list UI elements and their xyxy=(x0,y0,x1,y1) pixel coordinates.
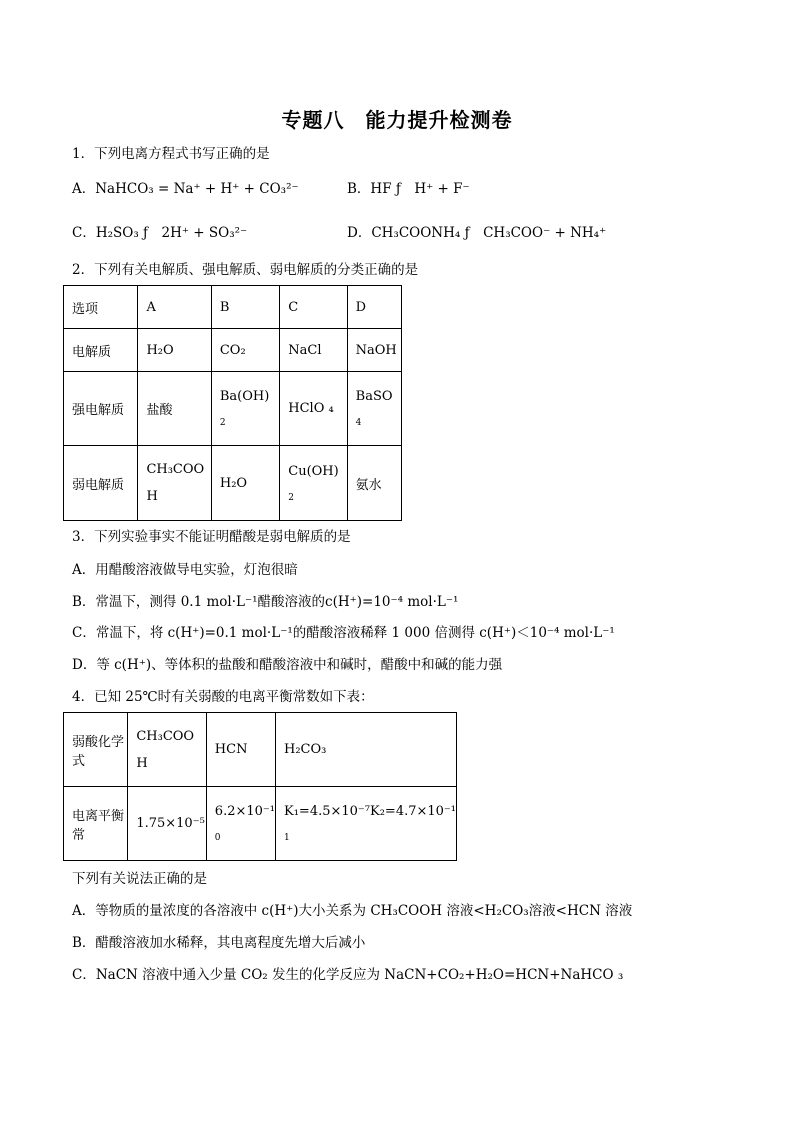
table-cell xyxy=(138,446,211,521)
q1-option-d: D．CH₃COONH₄ ƒ CH₃COO⁻ + NH₄⁺ xyxy=(347,225,607,241)
table-cell: NaCl xyxy=(280,329,347,372)
table-cell xyxy=(276,787,457,861)
q3-option-c: C．常温下，将 c(H⁺)=0.1 mol·L⁻¹的醋酸溶液稀释 1 000 倍测得 c(H⁺)＜10⁻⁴ mol·L⁻¹ xyxy=(72,625,615,641)
table-cell: 氨水 xyxy=(347,446,401,521)
table-cell: H₂CO₃ xyxy=(276,713,457,787)
table-row xyxy=(64,713,457,787)
table-cell: A xyxy=(138,286,211,329)
table-cell: 弱酸化学式 xyxy=(64,713,128,787)
q4-option-c: C．NaCN 溶液中通入少量 CO₂ 发生的化学反应为 NaCN+CO₂+H₂O=HCN+NaHCO ₃ xyxy=(72,967,624,983)
q2-stem: 2．下列有关电解质、强电解质、弱电解质的分类正确的是 xyxy=(72,262,419,278)
q4-option-b: B．醋酸溶液加水稀释，其电离程度先增大后减小 xyxy=(72,935,366,951)
table-cell: H₂O xyxy=(138,329,211,372)
table-row xyxy=(64,372,402,446)
q4-after-text: 下列有关说法正确的是 xyxy=(72,871,207,887)
table-cell: D xyxy=(347,286,401,329)
table-cell: HCN xyxy=(206,713,275,787)
q4-option-a: A．等物质的量浓度的各溶液中 c(H⁺)大小关系为 CH₃COOH 溶液<H₂CO₃溶液<HCN 溶液 xyxy=(72,903,633,919)
q3-option-b: B．常温下，测得 0.1 mol·L⁻¹醋酸溶液的c(H⁺)=10⁻⁴ mol·L⁻¹ xyxy=(72,594,459,610)
q1-stem: 1．下列电离方程式书写正确的是 xyxy=(72,146,270,162)
cell-text: Ba(OH) xyxy=(219,389,270,404)
cell-text: CH₃COO xyxy=(146,462,205,477)
table-row xyxy=(64,446,402,521)
q3-option-a: A．用醋酸溶液做导电实验，灯泡很暗 xyxy=(72,562,298,578)
q3-option-d: D．等 c(H⁺)、等体积的盐酸和醋酸溶液中和碱时，醋酸中和碱的能力强 xyxy=(72,657,503,673)
cell-text: 6.2×10⁻¹ xyxy=(214,804,275,819)
cell-text: H xyxy=(136,755,148,771)
page-title: 专题八 能力提升检测卷 xyxy=(281,108,513,132)
cell-subscript: 2 xyxy=(288,492,294,503)
q3-stem: 3．下列实验事实不能证明醋酸是弱电解质的是 xyxy=(72,529,351,545)
table-cell: 1.75×10⁻⁵ xyxy=(128,787,206,861)
table-cell: 盐酸 xyxy=(138,372,211,446)
table-cell: HClO ₄ xyxy=(280,372,347,446)
q1-option-a: A．NaHCO₃ = Na⁺ + H⁺ + CO₃²⁻ xyxy=(72,181,299,197)
cell-subscript: 0 xyxy=(214,833,221,843)
q1-option-b: B．HF ƒ H⁺ + F⁻ xyxy=(347,181,470,197)
cell-text: H xyxy=(146,489,158,504)
table-row xyxy=(64,787,457,861)
q4-table xyxy=(63,712,457,861)
table-cell: 强电解质 xyxy=(64,372,138,446)
table-cell: 电解质 xyxy=(64,329,138,372)
q4-stem: 4．已知 25℃时有关弱酸的电离平衡常数如下表： xyxy=(72,689,374,705)
q1-option-c: C．H₂SO₃ ƒ 2H⁺ + SO₃²⁻ xyxy=(72,225,248,241)
table-cell: 电离平衡常 xyxy=(64,787,128,861)
table-cell xyxy=(206,787,275,861)
cell-text: BaSO xyxy=(355,389,393,404)
table-cell xyxy=(280,446,347,521)
table-cell: 弱电解质 xyxy=(64,446,138,521)
table-row xyxy=(64,286,402,329)
cell-subscript: 2 xyxy=(219,418,226,428)
cell-text: Cu(OH) xyxy=(288,463,339,479)
cell-subscript: 4 xyxy=(355,418,362,428)
table-cell xyxy=(347,372,401,446)
q2-table xyxy=(63,285,402,521)
table-row xyxy=(64,329,402,372)
cell-text: K₁=4.5×10⁻⁷K₂=4.7×10⁻¹ xyxy=(284,804,456,819)
cell-text: CH₃COO xyxy=(136,728,195,744)
table-cell: B xyxy=(211,286,279,329)
table-cell: C xyxy=(280,286,347,329)
table-cell: 选项 xyxy=(64,286,138,329)
table-cell: H₂O xyxy=(211,446,279,521)
table-cell xyxy=(128,713,206,787)
cell-subscript: 1 xyxy=(284,833,290,843)
table-cell: NaOH xyxy=(347,329,401,372)
table-cell xyxy=(211,372,279,446)
table-cell: CO₂ xyxy=(211,329,279,372)
